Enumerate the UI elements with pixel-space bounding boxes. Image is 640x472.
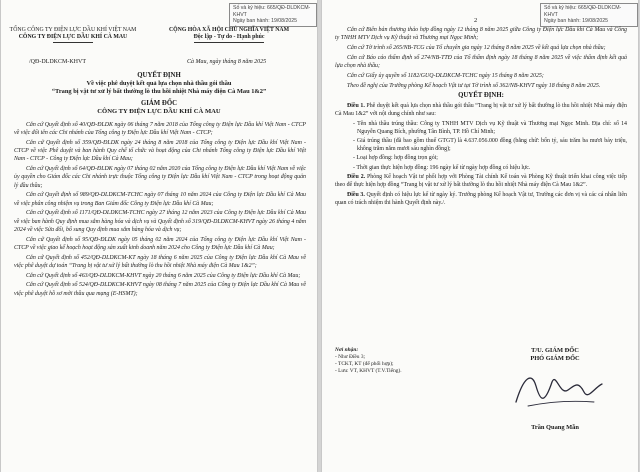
page-2 xyxy=(322,0,638,472)
recipient-item: - Lưu: VT, KHVT (T.V.Tiếng). xyxy=(335,368,402,374)
recipients-label: Nơi nhận: xyxy=(335,347,359,353)
org-underline xyxy=(53,42,93,43)
legal-basis-list xyxy=(14,121,306,299)
document-number: /QĐ-DLDKCM-KHVT xyxy=(29,59,86,65)
legal-basis-paragraph: Căn cứ Giấy ủy quyền số 1182/GUQ-DLDKCM-TCHC ngày 15 tháng 8 năm 2025; xyxy=(347,72,544,79)
legal-basis-paragraph: Căn cứ Quyết định số 95/QĐ-ĐLDK ngày 05 tháng 02 năm 2024 của Tổng công ty Điện lực Dầu khí Việt Nam - CTCP về việc giao kế hoạch hoạt động sản xuất kinh doanh năm 2024 cho Công ty Điện lực Dầu khí Cà Mau; xyxy=(14,236,306,251)
signature-block xyxy=(482,347,628,362)
legal-basis-paragraph: Căn cứ Biên bản thương thảo hợp đồng ngày 12 tháng 8 năm 2025 giữa Công ty Điện lực Dầu khí Cà Mau và Công ty TNHH MTV Dịch vụ Kỹ thuật và Thương mại Ngọc Minh; xyxy=(335,27,627,42)
authority-organization: CÔNG TY ĐIỆN LỰC DẦU KHÍ CÀ MAU xyxy=(97,108,221,116)
article-2 xyxy=(335,173,627,189)
article-1-item: - Loại hợp đồng: hợp đồng trọn gói; xyxy=(353,155,438,162)
stamp-number: Số và ký hiệu: 665/QĐ-DLDKCM-KHVT xyxy=(233,5,311,18)
article-3 xyxy=(335,191,627,207)
legal-basis-paragraph: Căn cứ Quyết định số 359/QĐ-ĐLDK ngày 24 tháng 8 năm 2018 của Tổng công ty Điện lực Dầu khí Việt Nam - CTCP về việc Phê duyệt và ban hành Quy chế tổ chức và hoạt động của Chi nhánh Tổng công ty Điện lực Dầu khí Việt Nam - CTCP - Công ty Điện lực Dầu khí Cà Mau; xyxy=(14,140,306,163)
legal-basis-paragraph: Căn cứ Quyết định số 1171/QĐ-DLDKCM-TCHC ngày 27 tháng 12 năm 2023 của Công ty Điện lực Dầu khí Cà Mau về việc ban hành Quy định mua sắm hàng hóa và dịch vụ và Quyết định số 319/QĐ-DLDKCM-KHVT ngày 26 tháng 4 năm 2024 về việc Sửa đổi, bổ sung Quy định mua sắm hàng hóa và dịch vụ; xyxy=(14,210,306,233)
handwritten-signature-image xyxy=(498,362,608,420)
legal-basis-paragraph: Căn cứ Quyết định số 524/QĐ-DLDKCM-KHVT ngày 08 tháng 7 năm 2025 của Công ty Điện lực Dầu khí Cà Mau về việc phê duyệt hồ sơ mời thầu qua mạng (E-HSMT); xyxy=(14,282,306,297)
legal-basis-paragraph: Căn cứ Báo cáo thẩm định số 274/NB-TTĐ của Tổ thẩm định ngày 18 tháng 8 năm 2025 về việc thẩm định kết quả lựa chọn nhà thầu; xyxy=(335,54,627,69)
article-1-text: Phê duyệt kết quả lựa chọn nhà thầu gói thầu “Trang bị vật tư xử lý bất thường lò thu hồi nhiệt Nhà máy điện Cà Mau 1&2” với nội dung chính như sau: xyxy=(335,102,627,117)
authority-title: GIÁM ĐỐC xyxy=(140,100,178,108)
signer-name: Trần Quang Mẫn xyxy=(531,424,579,431)
recipient-item: - TCKT, KT (để phối hợp); xyxy=(335,361,394,367)
title-line-2: “Trang bị vật tư xử lý bất thường lò thu hồi nhiệt Nhà máy điện Cà Mau 1&2” xyxy=(51,87,267,95)
recipients-block xyxy=(335,347,475,375)
document-stamp xyxy=(229,3,317,27)
article-2-label: Điều 2. xyxy=(347,173,366,180)
document-title xyxy=(9,72,309,116)
article-1-item: - Giá trúng thầu (đã bao gồm thuế GTGT) là 4.637.056.000 đồng (bằng chữ: bốn tỷ, sáu trăm ba mươi bảy triệu, không trăm năm mươi sáu nghìn đồng); xyxy=(353,138,627,153)
article-2-text: Phòng Kế hoạch Vật tư phối hợp với Phòng Tài chính Kế toán và Phòng Kỹ thuật triển khai công việc tiếp theo để thực hiện hợp đồng “Trang bị vật tư xử lý bất thường lò thu hồi nhiệt Nhà máy điện Cà Mau 1&2”. xyxy=(335,173,627,189)
decision-heading: QUYẾT ĐỊNH: xyxy=(458,91,504,99)
title-line-1: Về việc phê duyệt kết quả lựa chọn nhà thầu gói thầu xyxy=(86,80,232,87)
article-1-item: - Tên nhà thầu trúng thầu: Công ty TNHH MTV Dịch vụ Kỹ thuật và Thương mại Ngọc Minh. Địa chỉ: số 14 Nguyễn Quang Bích, phường Tân Bình, TP. Hồ Chí Minh; xyxy=(353,120,627,135)
article-3-text: Quyết định có hiệu lực kể từ ngày ký. Trưởng phòng Kế hoạch Vật tư, Trưởng các đơn vị và các cá nhân liên quan có trách nhiệm thi hành Quyết định này./. xyxy=(335,191,627,206)
legal-basis-paragraph: Căn cứ Quyết định số 989/QĐ-DLDKCM-TCHC ngày 07 tháng 10 năm 2024 của Công ty Điện lực Dầu khí Cà Mau về việc phân công nhiệm vụ trong Ban Giám đốc Công ty Điện lực Dầu khí Cà Mau; xyxy=(14,192,306,207)
stamp-number: Số và ký hiệu: 665/QĐ-DLDKCM-KHVT xyxy=(544,5,622,18)
nation-motto: Độc lập - Tự do - Hạnh phúc xyxy=(193,34,265,40)
sign-position-line: PHÓ GIÁM ĐỐC xyxy=(530,354,580,362)
page-1 xyxy=(1,0,317,472)
document-header xyxy=(9,27,309,57)
nation-name: CỘNG HÒA XÃ HỘI CHỦ NGHĨA VIỆT NAM xyxy=(168,27,290,33)
legal-basis-paragraph: Căn cứ Quyết định số 40/QĐ-ĐLDK ngày 06 tháng 7 năm 2018 của Tổng công ty Điện lực Dầu khí Việt Nam - CTCP về việc đổi tên các Chi nhánh của Tổng công ty Điện lực Dầu khí Việt Nam - CTCP; xyxy=(14,122,306,137)
legal-basis-paragraph: Căn cứ Quyết định số 64/QĐ-ĐLDK ngày 07 tháng 02 năm 2020 của Tổng công ty Điện lực Dầu khí Việt Nam về việc ủy quyền cho Giám đốc các Chi nhánh trực thuộc Tổng công ty Điện lực Dầu khí Việt Nam - CTCP trong hoạt động quản lý đầu thầu; xyxy=(14,166,306,189)
article-1-label: Điều 1. xyxy=(347,102,365,109)
legal-basis-paragraph: Căn cứ Quyết định số 463/QĐ-DLDKCM-KHVT ngày 20 tháng 6 năm 2025 của Công ty Điện lực Dầu khí Cà Mau; xyxy=(26,272,301,279)
legal-basis-paragraph: Căn cứ Quyết định số 452/QĐ-DLDKCM-KT ngày 18 tháng 6 năm 2025 của Công ty Điện lực Dầu khí Cà Mau về việc phê duyệt dự toán “Trang bị vật tư xử lý bất thường lò thu hồi nhiệt Nhà máy điện Cà Mau 1&2”; xyxy=(14,254,306,269)
document-stamp xyxy=(540,3,638,27)
organization-name: CÔNG TY ĐIỆN LỰC DẦU KHÍ CÀ MAU xyxy=(18,34,128,40)
parent-organization: TỔNG CÔNG TY ĐIỆN LỰC DẦU KHÍ VIỆT NAM xyxy=(9,27,137,33)
legal-basis-paragraph: Căn cứ Tờ trình số 265/NB-TCG của Tổ chuyên gia ngày 12 tháng 8 năm 2025 về kết quả lựa chọn nhà thầu; xyxy=(347,45,606,51)
article-1 xyxy=(335,102,627,118)
page-number: 2 xyxy=(474,17,478,24)
national-header xyxy=(149,27,309,43)
decision-body xyxy=(335,26,627,208)
title-type: QUYẾT ĐỊNH xyxy=(137,72,181,79)
recipient-item: - Như Điều 3; xyxy=(335,354,366,360)
issuing-organization xyxy=(9,27,137,43)
sign-authority-line: T/U. GIÁM ĐỐC xyxy=(531,347,579,354)
legal-basis-paragraph: Theo đề nghị của Trưởng phòng Kế hoạch Vật tư tại Tờ trình số 362/NB-KHVT ngày 18 tháng 8 năm 2025. xyxy=(347,82,601,89)
motto-underline xyxy=(194,42,264,43)
stamp-date: Ngày ban hành: 19/08/2025 xyxy=(233,18,298,24)
document-date: Cà Mau, ngày tháng 8 năm 2025 xyxy=(187,59,267,65)
stamp-date: Ngày ban hành: 19/08/2025 xyxy=(544,18,609,24)
article-1-item: - Thời gian thực hiện hợp đồng: 196 ngày kể từ ngày hợp đồng có hiệu lực. xyxy=(353,164,531,171)
article-3-label: Điều 3. xyxy=(347,191,365,198)
